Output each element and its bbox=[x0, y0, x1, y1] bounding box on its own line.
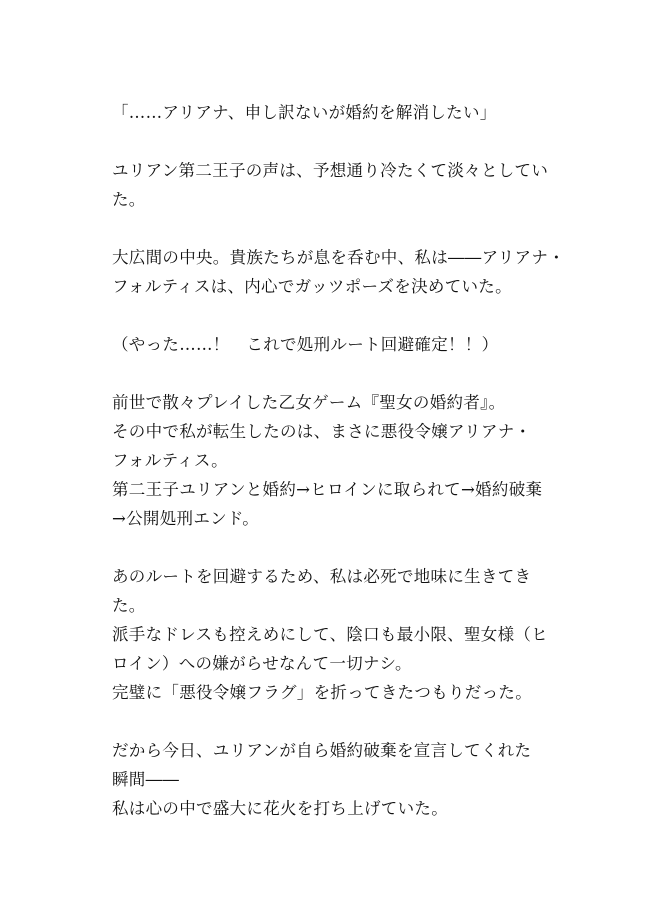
text-line: フォルティスは、内心でガッツポーズを決めていた。 bbox=[112, 277, 512, 296]
novel-body bbox=[112, 98, 565, 823]
text-line: ロイン）への嫌がらせなんて一切ナシ。 bbox=[112, 654, 412, 673]
paragraph-gap bbox=[112, 214, 552, 243]
text-line: フォルティス。 bbox=[112, 451, 228, 470]
text-line: 大広間の中央。貴族たちが息を呑む中、私は――アリアナ・ bbox=[112, 248, 565, 267]
text-line: だから今日、ユリアンが自ら婚約破棄を宣言してくれた bbox=[112, 741, 532, 760]
paragraph-gap bbox=[112, 707, 552, 736]
paragraph-gap bbox=[112, 301, 552, 330]
text-line: →公開処刑エンド。 bbox=[112, 509, 260, 528]
text-line: 瞬間―― bbox=[112, 770, 180, 789]
paragraph-gap bbox=[112, 359, 552, 388]
text-line: 私は心の中で盛大に花火を打ち上げていた。 bbox=[112, 799, 448, 818]
paragraph-gap bbox=[112, 533, 552, 562]
text-line: 前世で散々プレイした乙女ゲーム『聖女の婚約者』。 bbox=[112, 393, 506, 412]
text-line: その中で私が転生したのは、まさに悪役令嬢アリアナ・ bbox=[112, 422, 532, 441]
text-line: 第二王子ユリアンと婚約→ヒロインに取られて→婚約破棄 bbox=[112, 480, 543, 499]
inner-thought-line: （やった……！ これで処刑ルート回避確定！！） bbox=[112, 335, 499, 354]
text-line: 派手なドレスも控えめにして、陰口も最小限、聖女様（ヒ bbox=[112, 625, 548, 644]
text-line: た。 bbox=[112, 190, 146, 209]
text-line: 完璧に「悪役令嬢フラグ」を折ってきたつもりだった。 bbox=[112, 683, 532, 702]
text-line: た。 bbox=[112, 596, 146, 615]
text-line: ユリアン第二王子の声は、予想通り冷たくて淡々としてい bbox=[112, 161, 549, 180]
paragraph-gap bbox=[112, 127, 552, 156]
dialogue-line: 「……アリアナ、申し訳ないが婚約を解消したい」 bbox=[112, 103, 497, 122]
text-line: あのルートを回避するため、私は必死で地味に生きてき bbox=[112, 567, 532, 586]
